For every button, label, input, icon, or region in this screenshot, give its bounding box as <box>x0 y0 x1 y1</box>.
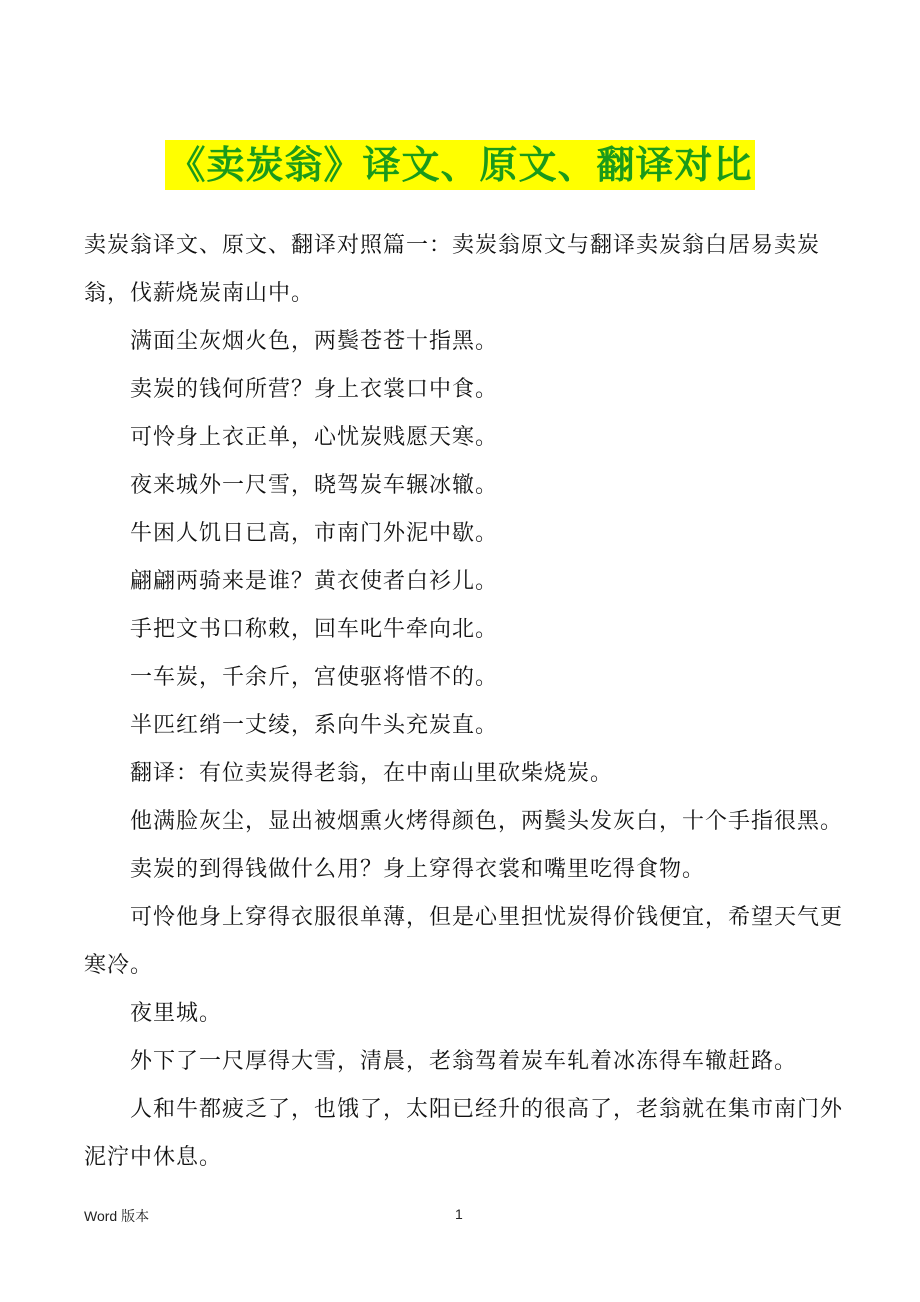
paragraph: 夜里城。 <box>130 1001 223 1026</box>
paragraph: 他满脸灰尘，显出被烟熏火烤得颜色，两鬓头发灰白，十个手指很黑。 <box>130 809 844 834</box>
paragraph: 可怜他身上穿得衣服很单薄，但是心里担忧炭得价钱便宜，希望天气更寒冷。 <box>84 905 844 978</box>
paragraph: 可怜身上衣正单，心忧炭贱愿天寒。 <box>130 425 499 450</box>
paragraph: 人和牛都疲乏了，也饿了，太阳已经升的很高了，老翁就在集市南门外泥泞中休息。 <box>84 1097 844 1170</box>
paragraph: 夜来城外一尺雪，晓驾炭车辗冰辙。 <box>130 473 499 498</box>
document-body <box>84 222 844 1182</box>
paragraph: 翩翩两骑来是谁？黄衣使者白衫儿。 <box>130 569 499 594</box>
paragraph: 卖炭的钱何所营？身上衣裳口中食。 <box>130 377 499 402</box>
paragraph: 外下了一尺厚得大雪，清晨，老翁驾着炭车轧着冰冻得车辙赶路。 <box>130 1049 798 1074</box>
paragraph: 牛困人饥日已高，市南门外泥中歇。 <box>130 521 499 546</box>
footer-label: Word 版本 <box>84 1208 150 1224</box>
paragraph: 卖炭的到得钱做什么用？身上穿得衣裳和嘴里吃得食物。 <box>130 857 706 882</box>
title-container <box>0 140 920 190</box>
paragraph: 一车炭，千余斤，宫使驱将惜不的。 <box>130 665 499 690</box>
paragraph: 满面尘灰烟火色，两鬓苍苍十指黑。 <box>130 329 499 354</box>
paragraph: 半匹红绡一丈绫，系向牛头充炭直。 <box>130 713 499 738</box>
paragraph: 卖炭翁译文、原文、翻译对照篇一：卖炭翁原文与翻译卖炭翁白居易卖炭翁，伐薪烧炭南山中。 <box>84 233 821 306</box>
paragraph: 手把文书口称敕，回车叱牛牵向北。 <box>130 617 499 642</box>
page-title: 《卖炭翁》译文、原文、翻译对比 <box>165 140 754 190</box>
paragraph: 翻译：有位卖炭得老翁，在中南山里砍柴烧炭。 <box>130 761 614 786</box>
page-number: 1 <box>455 1206 463 1222</box>
